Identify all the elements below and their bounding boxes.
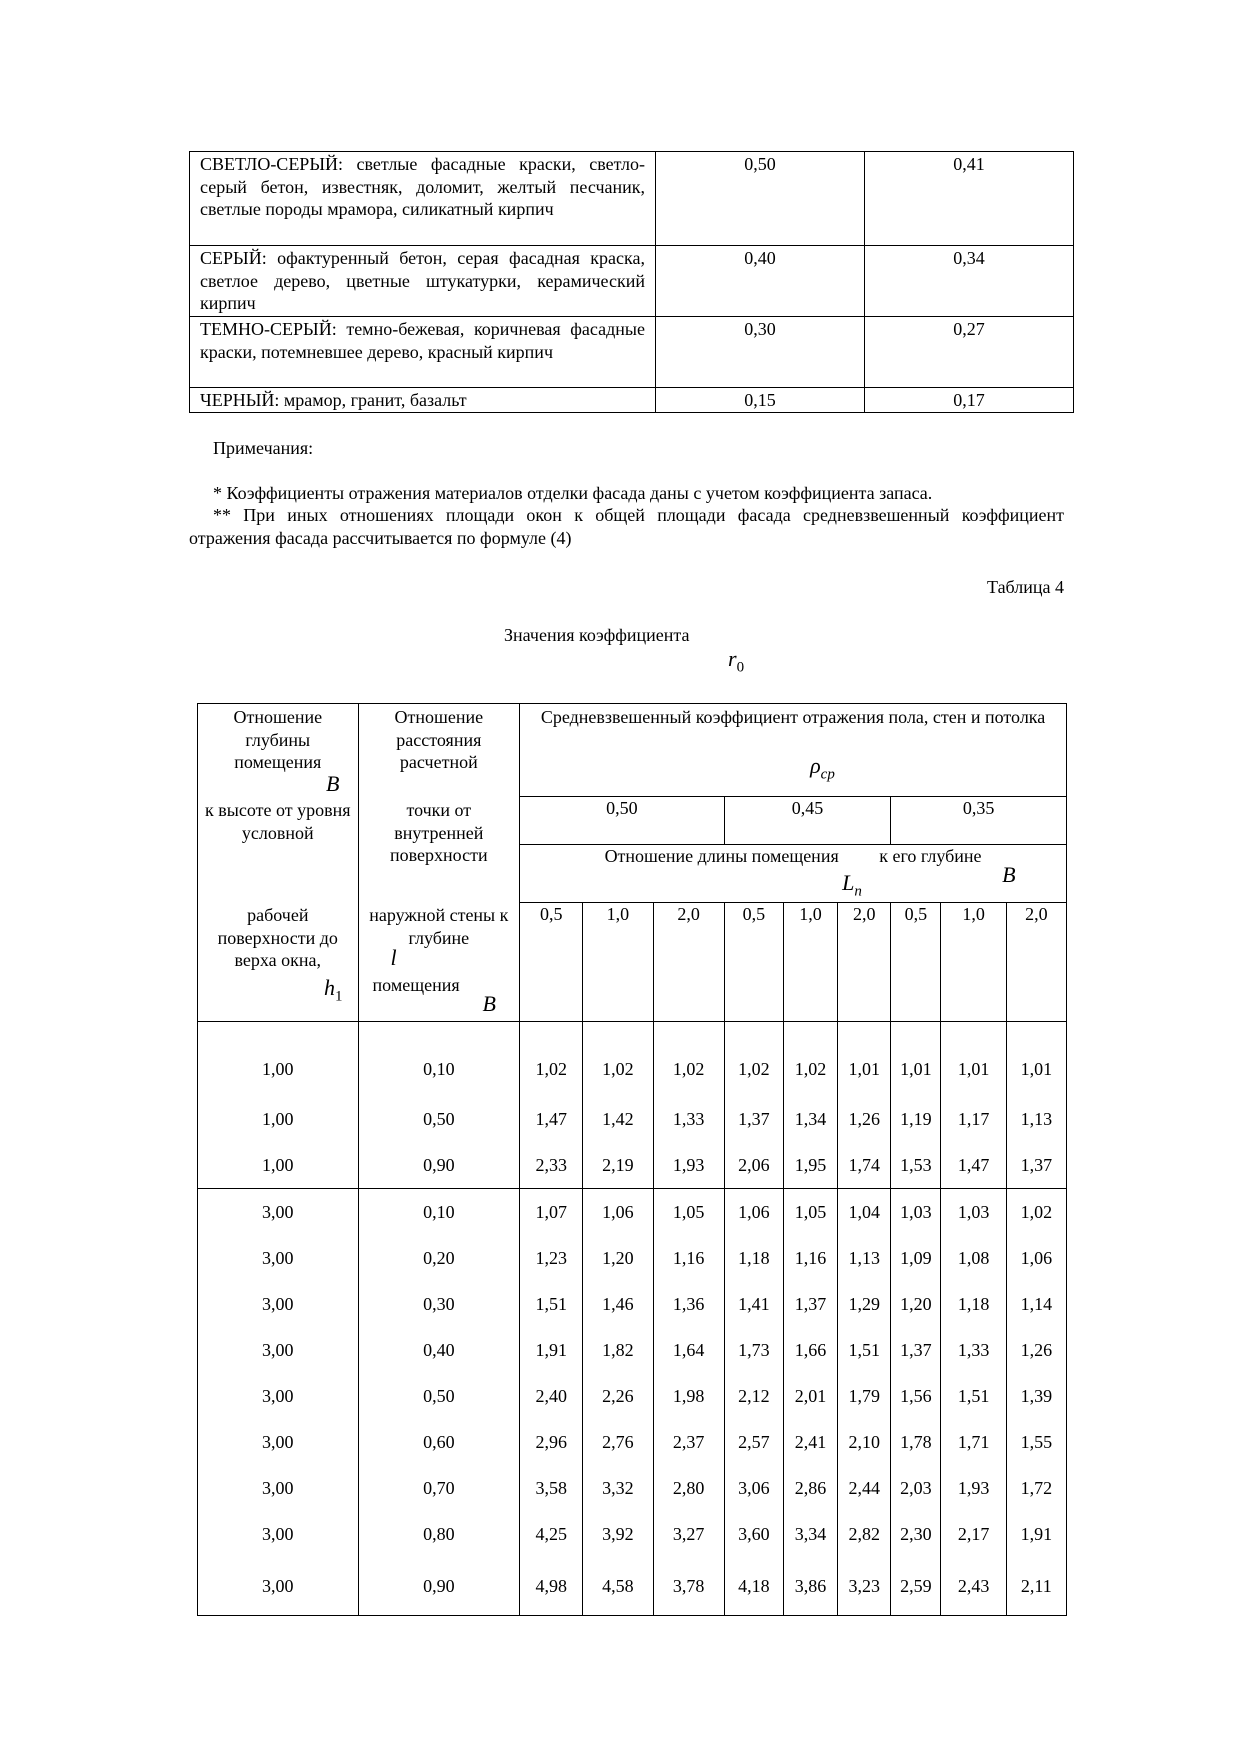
r0-sub: 0 — [736, 659, 745, 676]
table-row — [198, 1373, 1067, 1419]
coefficient-cell: 1,79 — [838, 1373, 891, 1419]
coefficient-cell: 1,13 — [1006, 1096, 1066, 1142]
table-row — [198, 1022, 1067, 1097]
notes-heading: Примечания: — [213, 438, 314, 458]
coefficient-cell: 4,98 — [520, 1557, 583, 1616]
distance-ratio-cell: 0,90 — [358, 1142, 520, 1189]
coefficient-cell: 2,12 — [724, 1373, 783, 1419]
coefficient-cell: 1,05 — [653, 1189, 724, 1236]
coefficient-cell: 1,42 — [583, 1096, 653, 1142]
coefficient-cell: 1,34 — [783, 1096, 837, 1142]
coefficient-cell: 2,80 — [653, 1465, 724, 1511]
coefficient-cell: 1,01 — [838, 1022, 891, 1097]
table-row — [198, 1189, 1067, 1236]
coefficient-cell: 1,39 — [1006, 1373, 1066, 1419]
coefficient-cell: 1,01 — [941, 1022, 1006, 1097]
symbol-ln: $L_п$ — [842, 870, 862, 900]
coefficient-cell: 1,37 — [783, 1281, 837, 1327]
distance-ratio-cell: 0,30 — [358, 1281, 520, 1327]
table-row — [198, 1096, 1067, 1142]
table-body — [198, 1022, 1067, 1616]
header-weighted-title: Средневзвешенный коэффициент отражения пола, стен и потолка — [540, 707, 1046, 727]
coefficient-cell: 1,46 — [583, 1281, 653, 1327]
coefficient-cell: 2,10 — [838, 1419, 891, 1465]
depth-ratio-cell: 3,00 — [198, 1373, 359, 1419]
note-1: * Коэффициенты отражения материалов отделки фасада даны с учетом коэффициента запаса. — [213, 482, 933, 503]
header-depth-a: Отношение глубины помещения — [233, 707, 323, 772]
value-cell: 0,17 — [865, 388, 1074, 413]
table-row — [190, 388, 1074, 413]
distance-ratio-cell: 0,40 — [358, 1327, 520, 1373]
coefficient-cell: 2,17 — [941, 1511, 1006, 1557]
coefficient-cell: 2,82 — [838, 1511, 891, 1557]
table-row — [198, 1419, 1067, 1465]
subheader-cell: 2,0 — [1006, 902, 1066, 1021]
table-row — [198, 1142, 1067, 1189]
coefficient-cell: 1,16 — [783, 1235, 837, 1281]
coefficient-cell: 1,06 — [1006, 1235, 1066, 1281]
depth-ratio-cell: 3,00 — [198, 1511, 359, 1557]
header-distance-a: Отношение расстояния расчетной — [394, 707, 484, 772]
coefficient-cell: 2,26 — [583, 1373, 653, 1419]
coefficient-cell: 1,07 — [520, 1189, 583, 1236]
distance-ratio-cell: 0,50 — [358, 1373, 520, 1419]
coefficient-cell: 1,37 — [891, 1327, 941, 1373]
coefficient-cell: 1,93 — [653, 1142, 724, 1189]
table-row — [198, 1327, 1067, 1373]
coefficient-cell: 1,64 — [653, 1327, 724, 1373]
coefficient-cell: 4,25 — [520, 1511, 583, 1557]
depth-ratio-cell: 3,00 — [198, 1465, 359, 1511]
value-cell: 0,30 — [656, 317, 865, 388]
coefficient-cell: 1,56 — [891, 1373, 941, 1419]
r0-base: r — [728, 646, 737, 671]
coefficient-cell: 1,20 — [583, 1235, 653, 1281]
coefficient-cell: 4,58 — [583, 1557, 653, 1616]
header-depth-ratio — [198, 704, 359, 1022]
coefficient-cell: 2,76 — [583, 1419, 653, 1465]
value-cell: 0,50 — [656, 152, 865, 246]
table-row — [198, 1511, 1067, 1557]
material-description: ТЕМНО-СЕРЫЙ: темно-бежевая, коричневая фасадные краски, потемневшее дерево, красный кирпич — [190, 317, 656, 388]
table-row — [198, 1235, 1067, 1281]
coefficient-cell: 2,57 — [724, 1419, 783, 1465]
coefficient-cell: 2,03 — [891, 1465, 941, 1511]
coefficient-cell: 1,66 — [783, 1327, 837, 1373]
coefficient-cell: 1,09 — [891, 1235, 941, 1281]
material-description: СЕРЫЙ: офактуренный бетон, серая фасадная краска, светлое дерево, цветные штукатурки, керамический кирпич — [190, 246, 656, 317]
header-depth-c: рабочей поверхности до верха окна, — [217, 905, 338, 970]
rho-symbol: $\rho_{ср}$ — [810, 753, 835, 783]
header-rho-value: 0,50 — [520, 797, 725, 845]
coefficient-cell: 3,60 — [724, 1511, 783, 1557]
material-description: ЧЕРНЫЙ: мрамор, гранит, базальт — [190, 388, 656, 413]
subheader-cell: 1,0 — [583, 902, 653, 1021]
coefficient-cell: 2,37 — [653, 1419, 724, 1465]
header-rho-value: 0,45 — [724, 797, 891, 845]
coefficient-cell: 1,41 — [724, 1281, 783, 1327]
coefficient-cell: 1,08 — [941, 1235, 1006, 1281]
coefficient-cell: 1,91 — [520, 1327, 583, 1373]
value-cell: 0,34 — [865, 246, 1074, 317]
symbol-l: l — [390, 945, 397, 970]
coefficient-cell: 1,02 — [1006, 1189, 1066, 1236]
subheader-cell: 2,0 — [838, 902, 891, 1021]
symbol-b: B — [1002, 862, 1016, 888]
depth-ratio-cell: 1,00 — [198, 1142, 359, 1189]
coefficient-cell: 1,14 — [1006, 1281, 1066, 1327]
table-row — [198, 1465, 1067, 1511]
notes-section — [189, 437, 1064, 549]
header-distance-c: наружной стены к глубине — [369, 905, 509, 948]
coefficient-cell: 1,73 — [724, 1327, 783, 1373]
coefficient-cell: 1,29 — [838, 1281, 891, 1327]
coefficient-cell: 2,30 — [891, 1511, 941, 1557]
header-length-ratio — [520, 845, 1067, 902]
table-row — [190, 317, 1074, 388]
header-row — [198, 704, 1067, 797]
distance-ratio-cell: 0,50 — [358, 1096, 520, 1142]
coefficient-cell: 1,95 — [783, 1142, 837, 1189]
coefficient-cell: 1,04 — [838, 1189, 891, 1236]
coefficient-cell: 1,01 — [891, 1022, 941, 1097]
value-cell: 0,27 — [865, 317, 1074, 388]
subheader-cell: 0,5 — [520, 902, 583, 1021]
coefficient-cell: 2,19 — [583, 1142, 653, 1189]
material-description: СВЕТЛО-СЕРЫЙ: светлые фасадные краски, светло-серый бетон, известняк, доломит, желтый песчаник, светлые породы мрамора, силикатный кирпич — [190, 152, 656, 246]
coefficient-cell: 2,01 — [783, 1373, 837, 1419]
subheader-cell: 2,0 — [653, 902, 724, 1021]
distance-ratio-cell: 0,10 — [358, 1189, 520, 1236]
header-depth-b: к высоте от уровня условной — [205, 800, 351, 843]
coefficient-cell: 1,91 — [1006, 1511, 1066, 1557]
depth-ratio-cell: 1,00 — [198, 1096, 359, 1142]
coefficient-cell: 2,11 — [1006, 1557, 1066, 1616]
coefficient-cell: 3,78 — [653, 1557, 724, 1616]
depth-ratio-cell: 3,00 — [198, 1419, 359, 1465]
depth-ratio-cell: 3,00 — [198, 1327, 359, 1373]
coefficient-cell: 1,01 — [1006, 1022, 1066, 1097]
coefficient-cell: 3,06 — [724, 1465, 783, 1511]
coefficient-cell: 2,86 — [783, 1465, 837, 1511]
table-row — [190, 152, 1074, 246]
symbol-b: B — [482, 991, 496, 1016]
coefficient-cell: 1,51 — [838, 1327, 891, 1373]
coefficient-cell: 1,47 — [941, 1142, 1006, 1189]
coefficient-cell: 1,19 — [891, 1096, 941, 1142]
coefficient-cell: 1,18 — [724, 1235, 783, 1281]
coefficient-cell: 1,98 — [653, 1373, 724, 1419]
subheader-cell: 0,5 — [891, 902, 941, 1021]
coefficient-cell: 1,74 — [838, 1142, 891, 1189]
coefficient-cell: 1,33 — [653, 1096, 724, 1142]
header-distance-ratio — [358, 704, 520, 1022]
value-cell: 0,41 — [865, 152, 1074, 246]
coefficient-cell: 4,18 — [724, 1557, 783, 1616]
value-cell: 0,40 — [656, 246, 865, 317]
depth-ratio-cell: 3,00 — [198, 1189, 359, 1236]
coefficient-cell: 3,23 — [838, 1557, 891, 1616]
coefficient-cell: 2,40 — [520, 1373, 583, 1419]
note-2: ** При иных отношениях площади окон к общей площади фасада средневзвешенный коэффициент отражения фасада рассчитывается по формуле (4) — [189, 505, 1064, 548]
coefficient-cell: 1,26 — [1006, 1327, 1066, 1373]
distance-ratio-cell: 0,70 — [358, 1465, 520, 1511]
coefficient-cell: 1,05 — [783, 1189, 837, 1236]
subheader-cell: 0,5 — [724, 902, 783, 1021]
coefficient-cell: 2,33 — [520, 1142, 583, 1189]
coefficient-cell: 1,36 — [653, 1281, 724, 1327]
subheader-cell: 1,0 — [783, 902, 837, 1021]
coefficient-cell: 1,72 — [1006, 1465, 1066, 1511]
coefficient-cell: 3,58 — [520, 1465, 583, 1511]
coefficient-cell: 1,33 — [941, 1327, 1006, 1373]
coefficient-table — [197, 703, 1067, 1616]
table-row — [198, 1281, 1067, 1327]
coefficient-cell: 3,27 — [653, 1511, 724, 1557]
distance-ratio-cell: 0,20 — [358, 1235, 520, 1281]
coefficient-cell: 1,06 — [583, 1189, 653, 1236]
table-row — [198, 1557, 1067, 1616]
coefficient-cell: 1,93 — [941, 1465, 1006, 1511]
coefficient-cell: 1,37 — [724, 1096, 783, 1142]
header-distance-d: помещения — [372, 975, 460, 995]
coefficient-cell: 1,03 — [891, 1189, 941, 1236]
coefficient-cell: 3,32 — [583, 1465, 653, 1511]
symbol-h1: $h_1$ — [324, 975, 343, 1005]
depth-ratio-cell: 1,00 — [198, 1022, 359, 1097]
coefficient-cell: 2,96 — [520, 1419, 583, 1465]
coefficient-cell: 2,44 — [838, 1465, 891, 1511]
depth-ratio-cell: 3,00 — [198, 1281, 359, 1327]
table-caption: Значения коэффициента — [504, 625, 690, 645]
subheader-cell: 1,0 — [941, 902, 1006, 1021]
facade-reflectance-table — [189, 151, 1074, 413]
header-length-ratio-b: к его глубине — [879, 846, 982, 867]
coefficient-cell: 1,78 — [891, 1419, 941, 1465]
coefficient-cell: 1,02 — [520, 1022, 583, 1097]
coefficient-cell: 1,82 — [583, 1327, 653, 1373]
value-cell: 0,15 — [656, 388, 865, 413]
table-number: Таблица 4 — [987, 577, 1064, 597]
coefficient-cell: 2,43 — [941, 1557, 1006, 1616]
depth-ratio-cell: 3,00 — [198, 1557, 359, 1616]
coefficient-cell: 3,34 — [783, 1511, 837, 1557]
coefficient-cell: 1,20 — [891, 1281, 941, 1327]
coefficient-cell: 2,06 — [724, 1142, 783, 1189]
coefficient-cell: 1,51 — [520, 1281, 583, 1327]
coefficient-cell: 1,23 — [520, 1235, 583, 1281]
coefficient-cell: 1,26 — [838, 1096, 891, 1142]
coefficient-cell: 3,86 — [783, 1557, 837, 1616]
table-row — [190, 246, 1074, 317]
symbol-b: B — [326, 771, 340, 796]
distance-ratio-cell: 0,80 — [358, 1511, 520, 1557]
coefficient-cell: 1,02 — [724, 1022, 783, 1097]
coefficient-cell: 1,71 — [941, 1419, 1006, 1465]
header-rho-value: 0,35 — [891, 797, 1067, 845]
coefficient-cell: 1,37 — [1006, 1142, 1066, 1189]
header-distance-b: точки от внутренней поверхности — [390, 800, 488, 865]
depth-ratio-cell: 3,00 — [198, 1235, 359, 1281]
coefficient-cell: 1,06 — [724, 1189, 783, 1236]
header-weighted-reflectance — [520, 704, 1067, 797]
coefficient-cell: 1,51 — [941, 1373, 1006, 1419]
coefficient-cell: 2,41 — [783, 1419, 837, 1465]
coefficient-cell: 1,17 — [941, 1096, 1006, 1142]
coefficient-cell: 1,47 — [520, 1096, 583, 1142]
distance-ratio-cell: 0,90 — [358, 1557, 520, 1616]
distance-ratio-cell: 0,10 — [358, 1022, 520, 1097]
coefficient-cell: 2,59 — [891, 1557, 941, 1616]
coefficient-cell: 1,53 — [891, 1142, 941, 1189]
header-length-ratio-text: Отношение длины помещения — [604, 846, 839, 867]
r0-symbol — [728, 645, 744, 677]
coefficient-cell: 1,13 — [838, 1235, 891, 1281]
coefficient-cell: 1,03 — [941, 1189, 1006, 1236]
coefficient-cell: 3,92 — [583, 1511, 653, 1557]
coefficient-cell: 1,16 — [653, 1235, 724, 1281]
coefficient-cell: 1,02 — [583, 1022, 653, 1097]
coefficient-cell: 1,02 — [653, 1022, 724, 1097]
distance-ratio-cell: 0,60 — [358, 1419, 520, 1465]
coefficient-cell: 1,02 — [783, 1022, 837, 1097]
coefficient-cell: 1,18 — [941, 1281, 1006, 1327]
coefficient-cell: 1,55 — [1006, 1419, 1066, 1465]
